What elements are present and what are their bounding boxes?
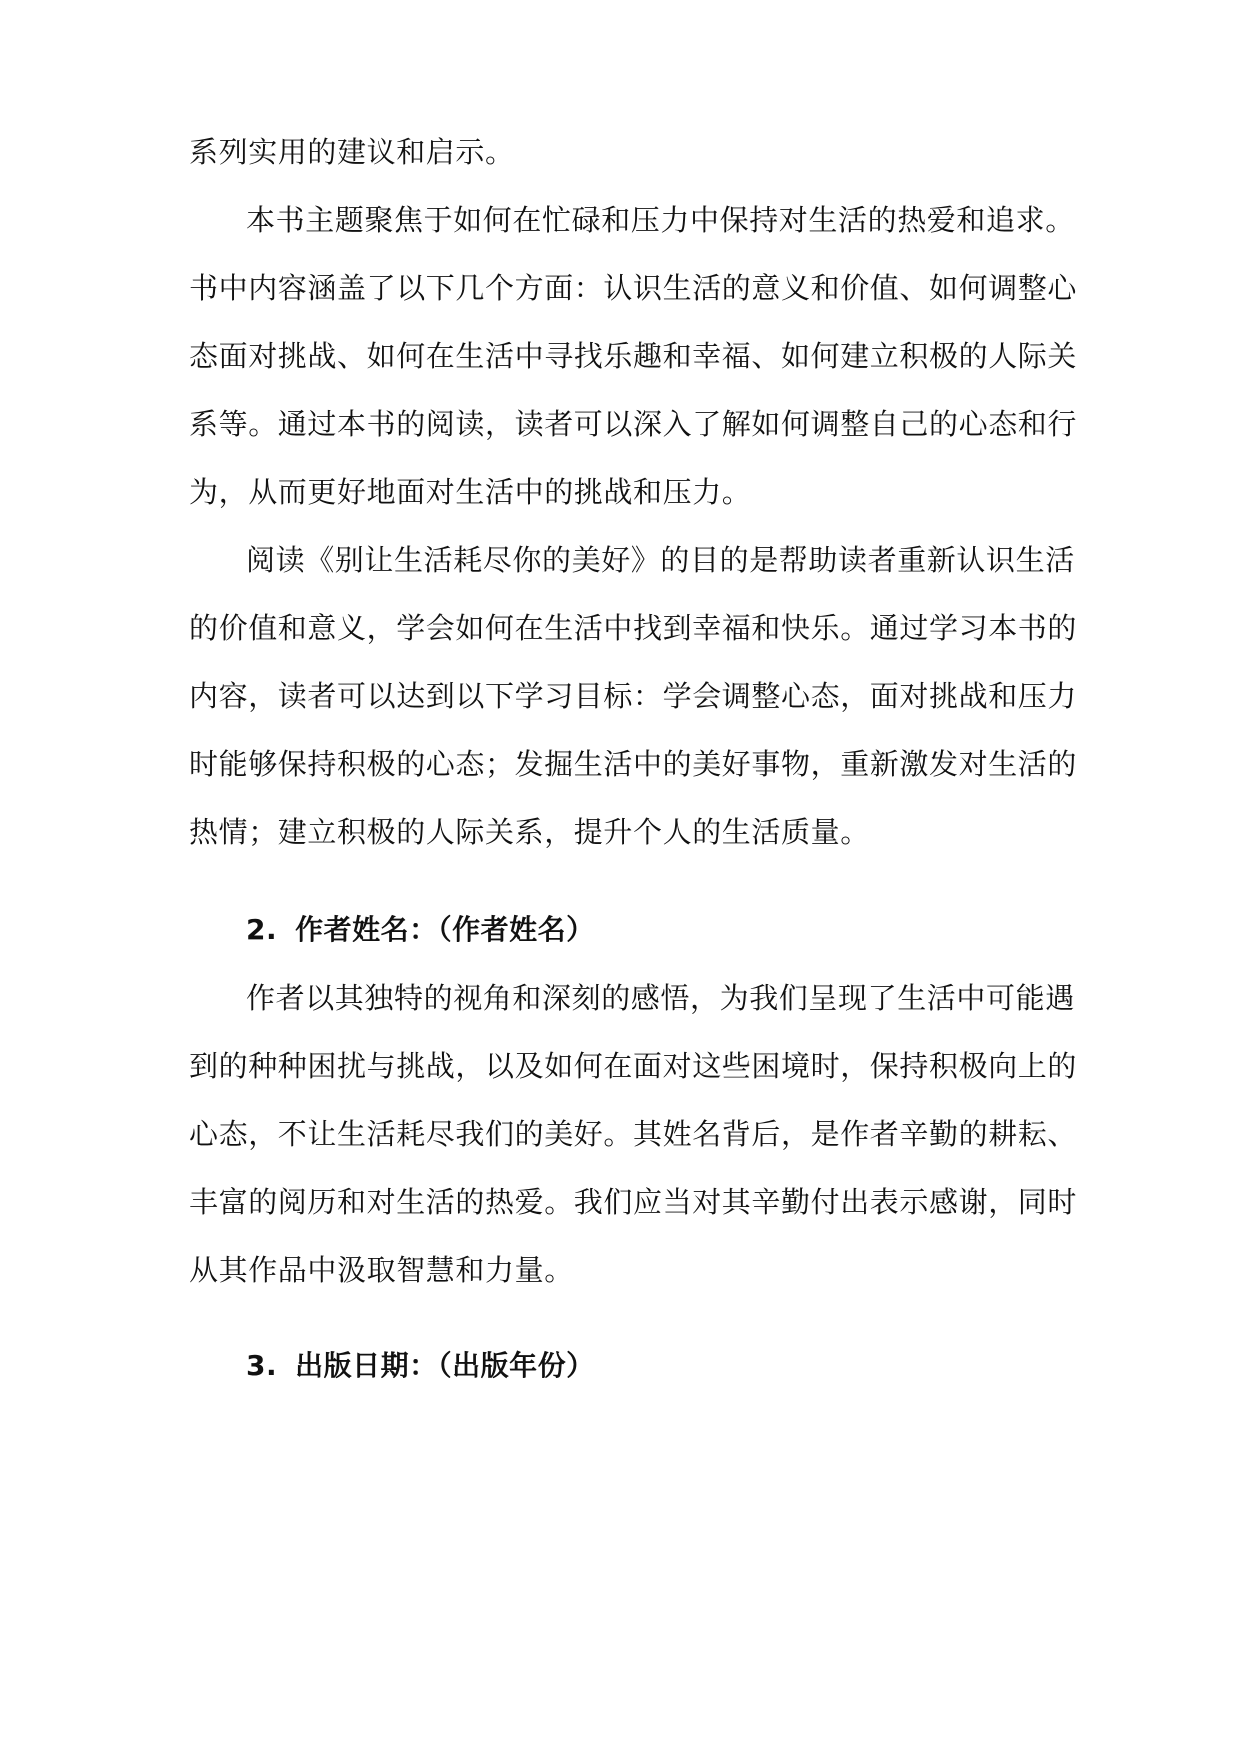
section-title: 作者姓名：（作者姓名）	[295, 913, 595, 946]
paragraph-line: 系等。通过本书的阅读，读者可以深入了解如何调整自己的心态和行	[189, 407, 1078, 441]
section-heading-publish-date	[246, 1348, 595, 1384]
paragraph-line: 丰富的阅历和对生活的热爱。我们应当对其辛勤付出表示感谢，同时	[189, 1185, 1078, 1219]
paragraph-line: 的价值和意义，学会如何在生活中找到幸福和快乐。通过学习本书的	[189, 611, 1078, 645]
paragraph-line: 系列实用的建议和启示。	[189, 135, 515, 169]
paragraph-line: 为，从而更好地面对生活中的挑战和压力。	[189, 475, 752, 509]
section-number: 2.	[246, 913, 278, 946]
paragraph-line: 阅读《别让生活耗尽你的美好》的目的是帮助读者重新认识生活	[246, 543, 1075, 577]
paragraph-line: 时能够保持积极的心态；发掘生活中的美好事物，重新激发对生活的	[189, 747, 1078, 781]
paragraph-line: 从其作品中汲取智慧和力量。	[189, 1253, 574, 1287]
section-title: 出版日期：（出版年份）	[295, 1349, 595, 1382]
paragraph-line: 书中内容涵盖了以下几个方面：认识生活的意义和价值、如何调整心	[189, 271, 1078, 305]
section-number: 3.	[246, 1349, 278, 1382]
paragraph-line: 到的种种困扰与挑战，以及如何在面对这些困境时，保持积极向上的	[189, 1049, 1078, 1083]
paragraph-line: 热情；建立积极的人际关系，提升个人的生活质量。	[189, 815, 870, 849]
paragraph-line: 本书主题聚焦于如何在忙碌和压力中保持对生活的热爱和追求。	[246, 203, 1075, 237]
section-heading-author	[246, 912, 595, 948]
paragraph-line: 心态，不让生活耗尽我们的美好。其姓名背后，是作者辛勤的耕耘、	[189, 1117, 1078, 1151]
paragraph-line: 作者以其独特的视角和深刻的感悟，为我们呈现了生活中可能遇	[246, 981, 1075, 1015]
paragraph-line: 态面对挑战、如何在生活中寻找乐趣和幸福、如何建立积极的人际关	[189, 339, 1078, 373]
paragraph-line: 内容，读者可以达到以下学习目标：学会调整心态，面对挑战和压力	[189, 679, 1078, 713]
